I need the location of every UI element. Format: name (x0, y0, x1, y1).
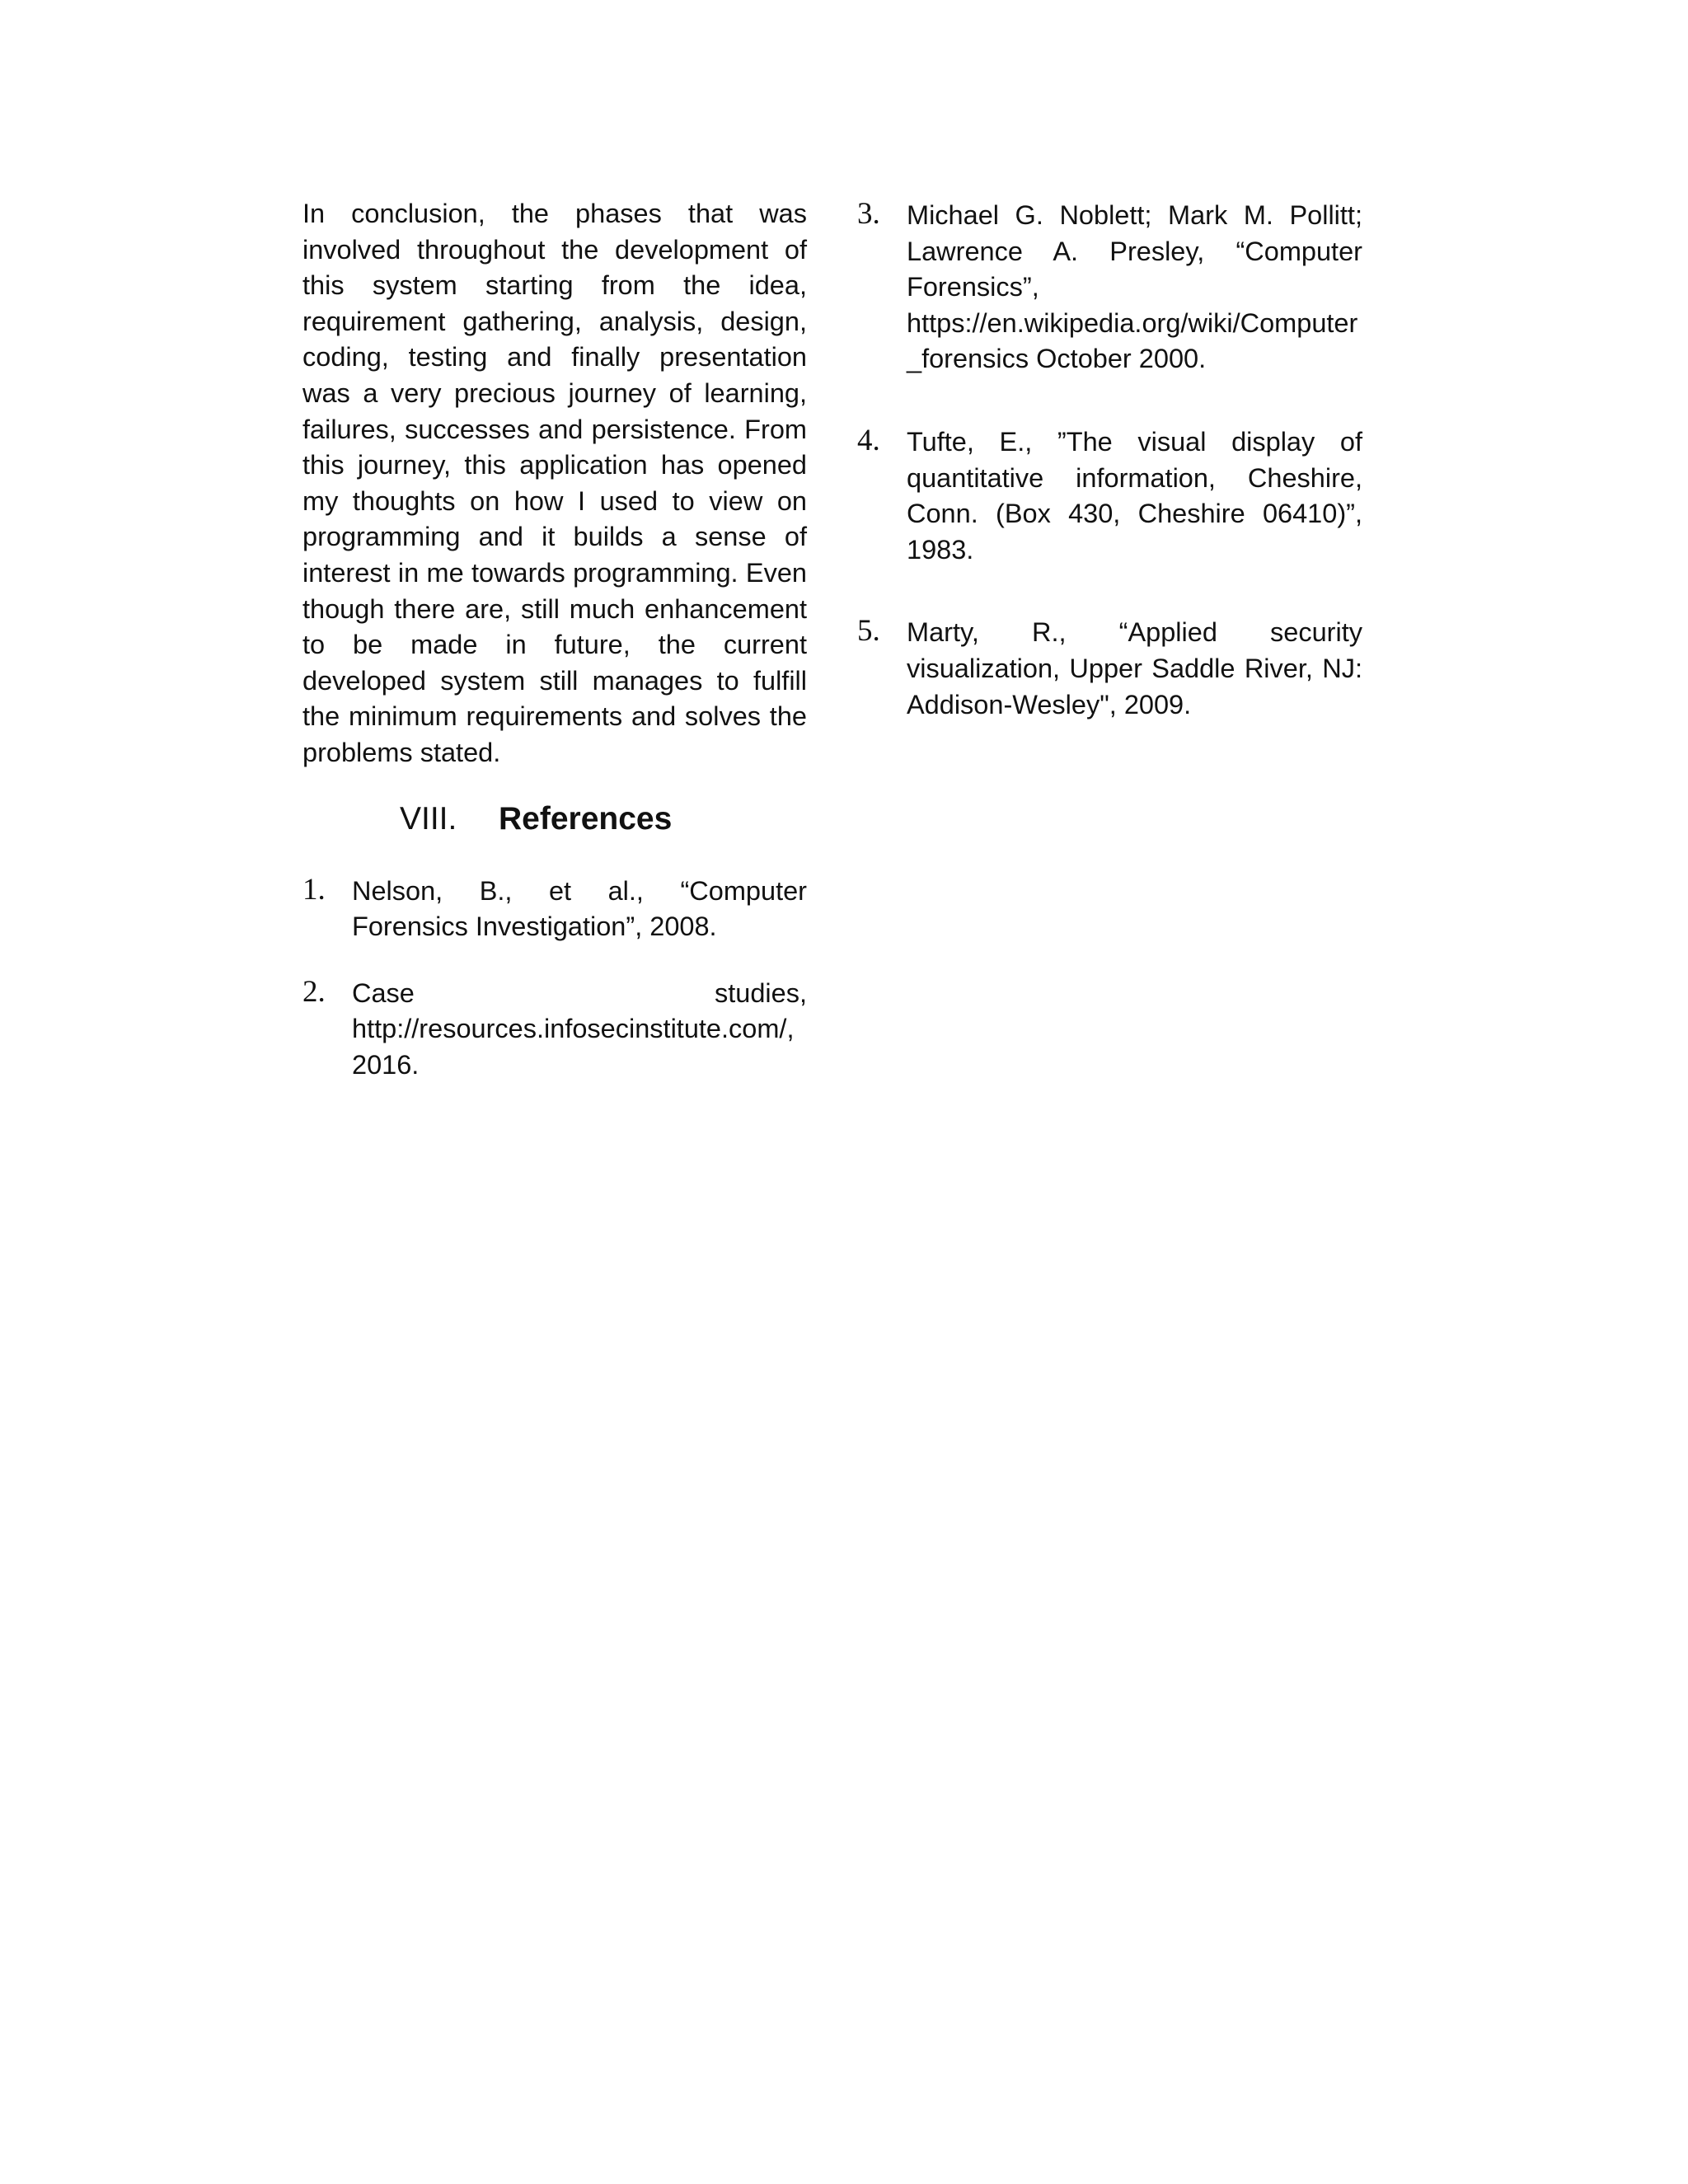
reference-text: Case studies, http://resources.infosecinstitute.com/, 2016. (352, 977, 807, 1080)
section-number: VIII. (400, 800, 457, 837)
reference-number: 5. (857, 614, 880, 649)
reference-list-left (302, 874, 807, 1084)
reference-item (857, 424, 1362, 568)
left-column (302, 196, 807, 1083)
reference-text: Marty, R., “Applied security visualization, Upper Saddle River, NJ: Addison-Wesley", 2009. (907, 617, 1362, 719)
reference-item (857, 615, 1362, 723)
reference-list-right (857, 198, 1362, 723)
reference-number: 4. (857, 423, 880, 457)
conclusion-paragraph: In conclusion, the phases that was involved throughout the development of this system starting from the idea, requirement gathering, analysis, design, coding, testing and finally presentation was a very precious journey of learning, failures, successes and persistence. From this journey, this application has opened my thoughts on how I used to view on programming and it builds a sense of interest in me towards programming. Even though there are, still much enhancement to be made in future, the current developed system still manages to fulfill the minimum requirements and solves the problems stated. (302, 199, 807, 767)
reference-item (302, 874, 807, 945)
reference-text: Nelson, B., et al., “Computer Forensics Investigation”, 2008. (352, 875, 807, 942)
right-column (857, 198, 1362, 723)
references-heading (302, 799, 807, 839)
reference-number: 3. (857, 197, 880, 231)
reference-number: 2. (302, 974, 326, 1009)
reference-item (857, 198, 1362, 377)
reference-text: Tufte, E., ”The visual display of quantitative information, Cheshire, Conn. (Box 430, Cheshire 06410)”, 1983. (907, 426, 1362, 565)
reference-text: Michael G. Noblett; Mark M. Pollitt; Lawrence A. Presley, “Computer Forensics”, https://en.wikipedia.org/wiki/Computer_forensics October 2000. (907, 200, 1362, 374)
reference-item (302, 976, 807, 1084)
section-title: References (499, 800, 673, 837)
reference-number: 1. (302, 872, 326, 907)
